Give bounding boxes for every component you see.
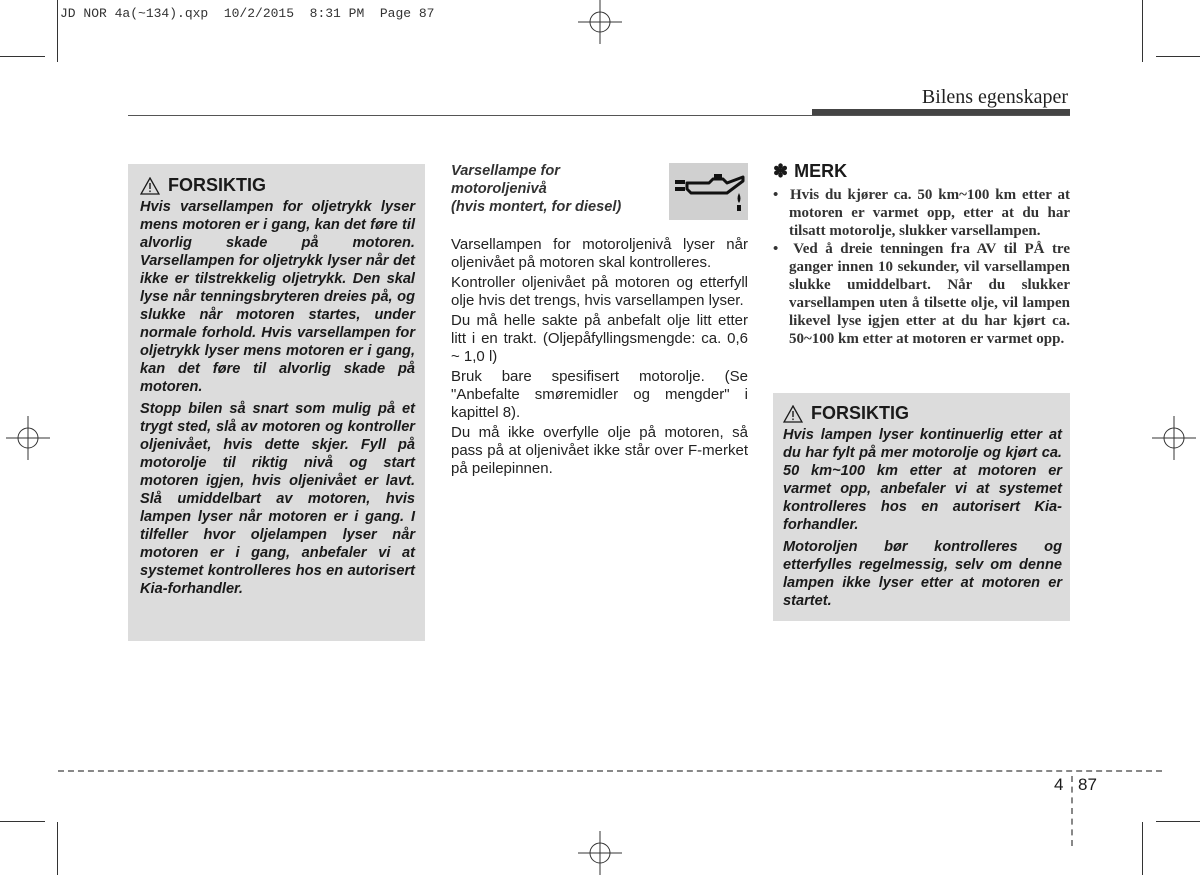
footer-divider — [1071, 776, 1073, 846]
note-list-item: • Ved å dreie tenningen fra AV til PÅ tre ganger innen 10 sekunder, vil varsellampen slukke umiddelbart. Når du slukker varsellampen uten å tilsette olje, vil lampen likevel lyse igjen etter at du har kjørt ca. 50~100 km etter at motoren er varmet opp. — [773, 241, 1070, 347]
note-list-item: • Hvis du kjører ca. 50 km~100 km etter at motoren er varmet opp, etter at du har tilsatt motorolje, slukker varsellampen. — [773, 187, 1070, 239]
caution-box-oil-level — [773, 393, 1070, 621]
chapter-number: 4 — [1054, 775, 1064, 794]
caution-box-oil-pressure — [128, 164, 425, 641]
caution-paragraph: Motoroljen bør kontrolleres og etterfylles regelmessig, selv om denne lampen ikke lyser etter at motoren er startet. — [783, 539, 1062, 609]
body-paragraph: Bruk bare spesifisert motorolje. (Se "Anbefalte smøremidler og mengder" i kapittel 8). — [451, 368, 748, 421]
body-paragraph: Du må helle sakte på anbefalt olje litt etter litt i en trakt. (Oljepåfyllingsmengde: ca. 0,6 ~ 1,0 l) — [451, 312, 748, 365]
body-paragraph: Du må ikke overfylle olje på motoren, så pass på at oljenivået ikke står over F-merket på peilepinnen. — [451, 424, 748, 477]
registration-mark-top — [578, 0, 622, 44]
caution-paragraph: Hvis varsellampen for oljetrykk lyser mens motoren er i gang, kan det føre til alvorlig skade på motoren. Varsellampen for oljetrykk lyser når det ikke er tilstrekkelig oljetrykk. Den skal lyse når tenningsbryteren dreies på, og slukke når motoren startes, under normale forhold. Hvis varsellampen for oljetrykk lyser mens motoren er i gang, kan det føre til alvorlig skade på motoren. — [140, 199, 415, 395]
warning-triangle-icon — [140, 177, 160, 195]
note-title: MERK — [794, 161, 848, 181]
oil-can-level-warning-icon — [669, 163, 748, 220]
warning-triangle-icon — [783, 405, 803, 423]
caution-title: FORSIKTIG — [168, 175, 266, 195]
oil-level-lamp-body — [451, 236, 748, 480]
heading-line: Varsellampe for — [451, 163, 560, 179]
registration-mark-right — [1152, 416, 1196, 460]
note-heading — [773, 161, 1070, 182]
header-rule — [128, 115, 1070, 116]
caution-paragraph: Stopp bilen så snart som mulig på et trygt sted, slå av motoren og kontroller oljenivået, hvis dette skjer. Fyll på motorolje til riktig nivå og start motoren igjen, hvis oljenivået er lavt. Slå umiddelbart av motoren, hvis lampen lyser når motoren er i gang. I tilfeller hvor oljelampen lyser når motoren er i gang, anbefaler vi at systemet kontrolleres hos en autorisert Kia-forhandler. — [140, 401, 415, 597]
caution-paragraph: Hvis lampen lyser kontinuerlig etter at du har fylt på mer motorolje og kjørt ca. 50 km~100 km etter at motoren er varmet opp, anbefaler vi at systemet kontrolleres hos en autorisert Kia-forhandler. — [783, 427, 1062, 533]
section-title: Bilens egenskaper — [921, 86, 1068, 108]
heading-line: (hvis montert, for diesel) — [451, 199, 622, 215]
caution-title: FORSIKTIG — [811, 403, 909, 423]
registration-mark-left — [6, 416, 50, 460]
print-slug: JD NOR 4a(~134).qxp 10/2/2015 8:31 PM Page 87 — [60, 6, 435, 21]
page-number: 87 — [1078, 775, 1097, 794]
caution-heading — [783, 403, 1062, 424]
oil-level-lamp-heading — [451, 162, 661, 216]
footer-rule — [58, 770, 1162, 772]
body-paragraph: Kontroller oljenivået på motoren og etterfyll olje hvis det trengs, hvis varsellampen lyser. — [451, 274, 748, 309]
asterisk-note-icon: ✽ — [773, 161, 789, 181]
heading-line: motoroljenivå — [451, 181, 547, 197]
note-block — [773, 161, 1070, 348]
body-paragraph: Varsellampen for motoroljenivå lyser når oljenivået på motoren skal kontrolleres. — [451, 236, 748, 271]
registration-mark-bottom — [578, 831, 622, 875]
caution-heading — [140, 175, 415, 196]
